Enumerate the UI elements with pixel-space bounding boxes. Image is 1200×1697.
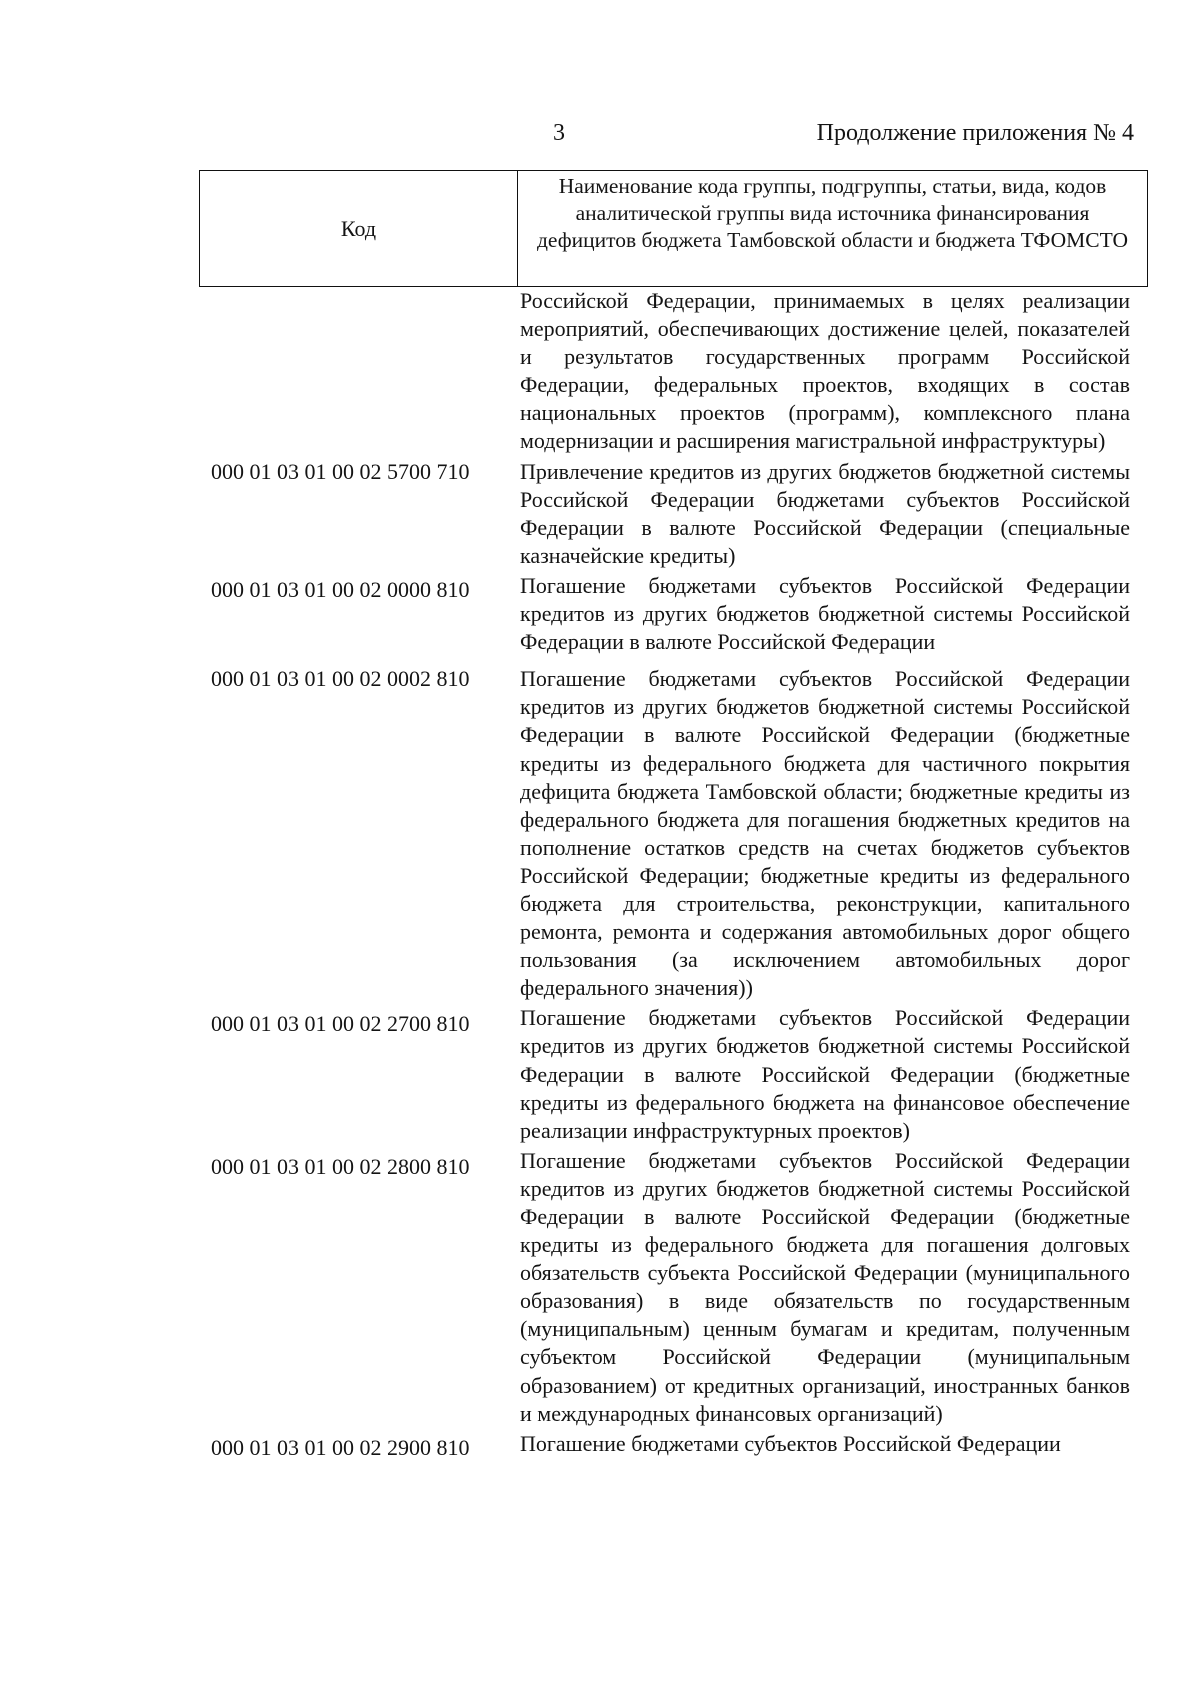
row-code: 000 01 03 01 00 02 2700 810 xyxy=(211,1011,470,1037)
table-row xyxy=(199,1004,1148,1144)
column-header-code: Код xyxy=(200,171,518,286)
row-description: Погашение бюджетами субъектов Российской Федерации xyxy=(520,1430,1061,1456)
row-code xyxy=(199,287,499,456)
table-row xyxy=(199,1147,1148,1428)
table-row xyxy=(199,572,1148,656)
table-row xyxy=(199,458,1148,570)
row-description: Погашение бюджетами субъектов Российской Федерации кредитов из других бюджетов бюджетной системы Российской Федерации в валюте Российской Федерации (бюджетные кредиты из федерального бюджета для частичного покрытия дефицита бюджета Тамбовской области; бюджетные кредиты из федерального бюджета для погашения бюджетных кредитов на пополнение остатков средств на счетах бюджетов субъектов Российской Федерации; бюджетные кредиты из федерального бюджета для строительства, реконструкции, капитального ремонта, ремонта и содержания автомобильных дорог общего пользования (за исключением автомобильных дорог федерального значения)) xyxy=(520,666,1130,1001)
table-row xyxy=(199,1430,1148,1462)
table-row xyxy=(199,665,1148,1002)
table-header xyxy=(199,170,1148,287)
row-description: Погашение бюджетами субъектов Российской Федерации кредитов из других бюджетов бюджетной системы Российской Федерации в валюте Российской Федерации (бюджетные кредиты из федерального бюджета на финансовое обеспечение реализации инфраструктурных проектов) xyxy=(520,1005,1130,1143)
row-code: 000 01 03 01 00 02 2800 810 xyxy=(211,1153,470,1179)
row-code: 000 01 03 01 00 02 2900 810 xyxy=(211,1434,470,1460)
row-description: Российской Федерации, принимаемых в целях реализации мероприятий, обеспечивающих достижение целей, показателей и результатов государственных программ Российской Федерации, федеральных проектов, входящих в состав национальных проектов (программ), комплексного плана модернизации и расширения магистральной инфраструктуры) xyxy=(520,288,1130,454)
appendix-label: Продолжение приложения № 4 xyxy=(816,120,1134,146)
row-description: Привлечение кредитов из других бюджетов бюджетной системы Российской Федерации бюджетами субъектов Российской Федерации в валюте Российской Федерации (специальные казначейские кредиты) xyxy=(520,458,1130,568)
page-number: 3 xyxy=(553,120,565,146)
row-description: Погашение бюджетами субъектов Российской Федерации кредитов из других бюджетов бюджетной системы Российской Федерации в валюте Российской Федерации (бюджетные кредиты из федерального бюджета для погашения долговых обязательств субъекта Российской Федерации (муниципального образования) в виде обязательств по государственным (муниципальным) ценным бумагам и кредитам, полученным субъектом Российской Федерации (муниципальным образованием) от кредитных организаций, иностранных банков и международных финансовых организаций) xyxy=(520,1147,1130,1426)
table-body xyxy=(199,287,1148,1462)
row-code: 000 01 03 01 00 02 5700 710 xyxy=(211,458,470,484)
row-code: 000 01 03 01 00 02 0002 810 xyxy=(211,666,470,692)
row-code: 000 01 03 01 00 02 0000 810 xyxy=(211,576,470,602)
column-header-name: Наименование кода группы, подгруппы, статьи, вида, кодов аналитической группы вида источника финансирования дефицитов бюджета Тамбовской области и бюджета ТФОМСТО xyxy=(536,174,1129,252)
table-row xyxy=(199,287,1148,456)
row-description: Погашение бюджетами субъектов Российской Федерации кредитов из других бюджетов бюджетной системы Российской Федерации в валюте Российской Федерации xyxy=(520,572,1130,655)
